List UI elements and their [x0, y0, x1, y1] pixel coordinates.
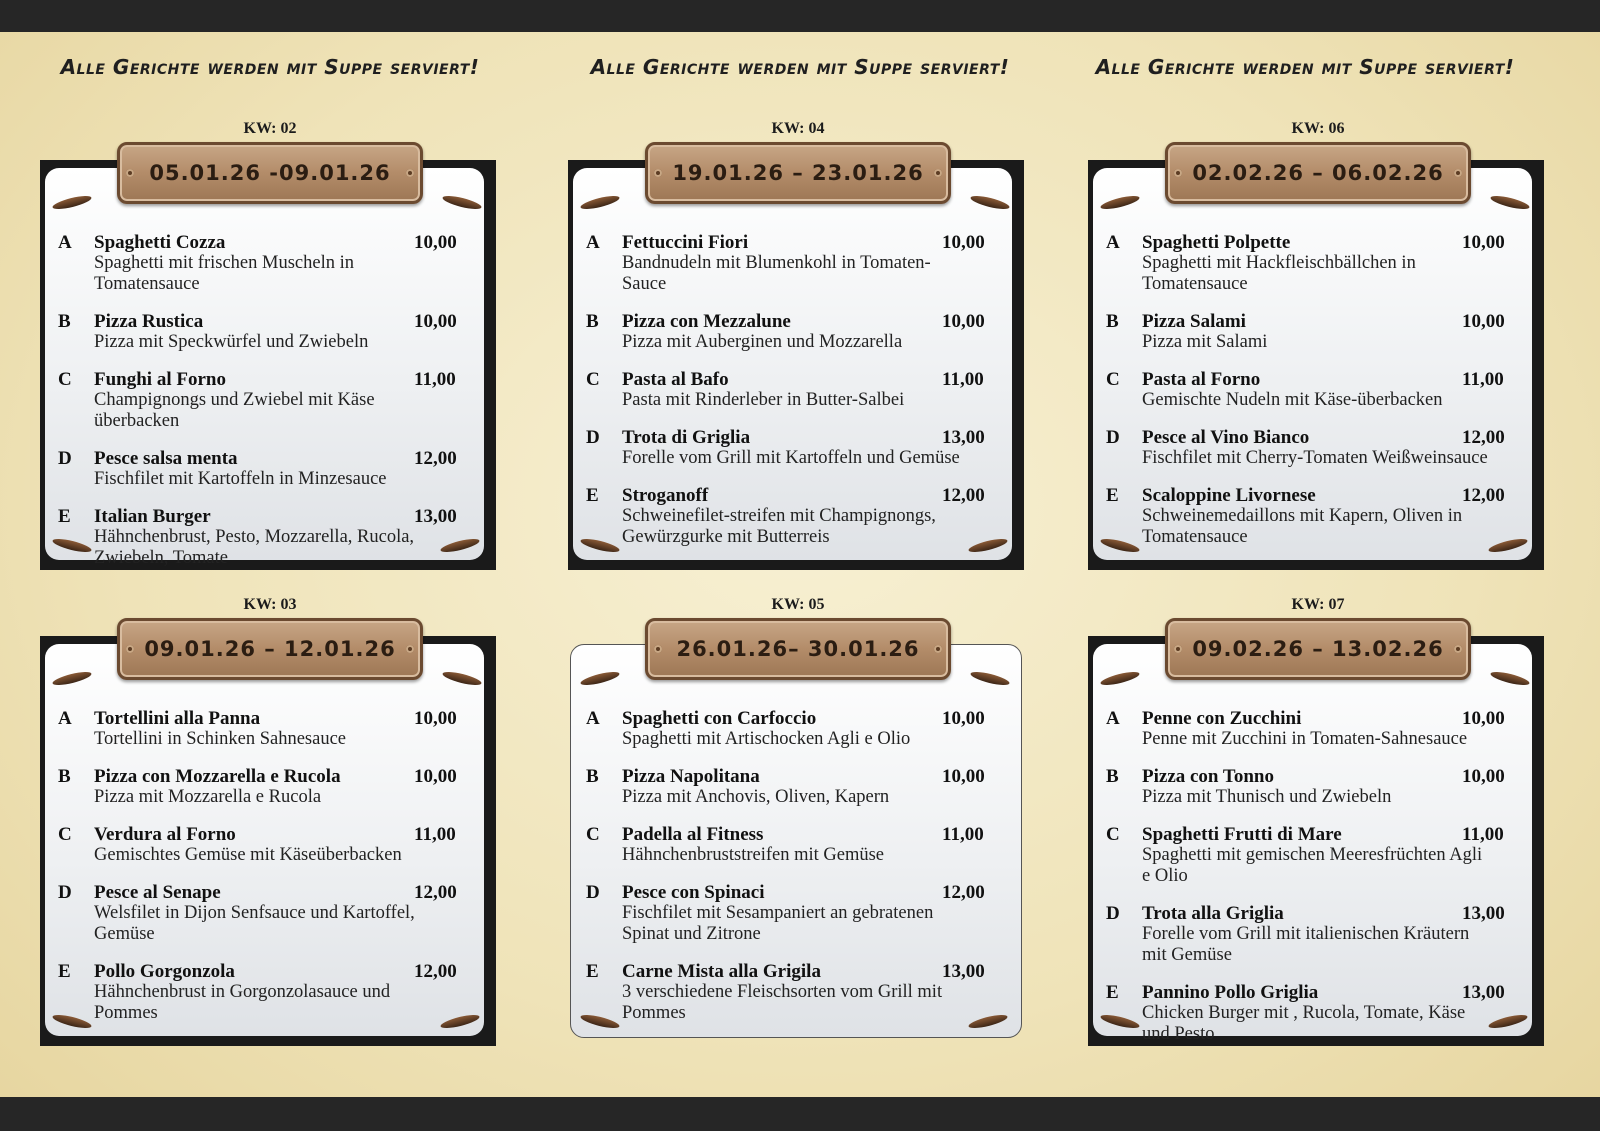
- menu-item-letter: D: [586, 427, 600, 448]
- rivet-icon: [126, 169, 134, 177]
- date-plate: [117, 618, 423, 680]
- slogan-center: Alle Gerichte werden mit Suppe serviert!: [590, 55, 1010, 79]
- menu-item-name: Penne con Zucchini: [1142, 708, 1302, 729]
- rivet-icon: [126, 645, 134, 653]
- menu-item: [1106, 824, 1522, 887]
- menu-item-name: Spaghetti Polpette: [1142, 232, 1291, 253]
- menu-item-list: [1106, 232, 1522, 564]
- slogan-right: Alle Gerichte werden mit Suppe serviert!: [1095, 55, 1515, 79]
- calendar-week-label: KW: 04: [771, 120, 825, 137]
- menu-item-name: Spaghetti con Carfoccio: [622, 708, 817, 729]
- menu-item-letter: E: [586, 485, 599, 506]
- menu-item: [1106, 903, 1522, 966]
- menu-item-description: Pizza mit Salami: [1142, 332, 1268, 352]
- menu-item-letter: D: [1106, 427, 1120, 448]
- menu-item: [586, 485, 1002, 548]
- rivet-icon: [406, 645, 414, 653]
- rivet-icon: [654, 645, 662, 653]
- menu-item: [1106, 232, 1522, 295]
- menu-item-description: Bandnudeln mit Blumenkohl in Tomaten-Sauce: [622, 253, 931, 294]
- menu-item-letter: C: [586, 824, 600, 845]
- menu-item-price: 12,00: [1462, 427, 1505, 448]
- menu-item: [58, 708, 474, 750]
- menu-item-name: Scaloppine Livornese: [1142, 485, 1316, 506]
- menu-item-name: Tortellini alla Panna: [94, 708, 261, 729]
- menu-item-letter: E: [1106, 485, 1119, 506]
- calendar-week-label: KW: 06: [1291, 120, 1345, 137]
- menu-item-letter: D: [586, 882, 600, 903]
- menu-item: [58, 311, 474, 353]
- menu-item: [58, 448, 474, 490]
- menu-item: [58, 506, 474, 569]
- menu-item-description: Hähnchenbruststreifen mit Gemüse: [622, 845, 885, 865]
- menu-item-name: Pesce al Vino Bianco: [1142, 427, 1310, 448]
- week-panel: [1088, 120, 1548, 565]
- date-plate: [645, 618, 951, 680]
- date-plate: [1165, 618, 1471, 680]
- menu-item: [1106, 311, 1522, 353]
- rivet-icon: [1454, 169, 1462, 177]
- menu-item-letter: B: [58, 311, 71, 332]
- date-plate: [117, 142, 423, 204]
- menu-item: [586, 824, 1002, 866]
- menu-item: [586, 766, 1002, 808]
- menu-item-description: Fischfilet mit Sesampaniert an gebratenen Spinat und Zitrone: [622, 903, 934, 944]
- menu-item-letter: C: [1106, 369, 1120, 390]
- menu-item-price: 11,00: [1462, 824, 1504, 845]
- menu-item-description: Pizza mit Anchovis, Oliven, Kapern: [622, 787, 890, 807]
- date-range: 19.01.26 – 23.01.26: [672, 161, 924, 185]
- menu-item-letter: E: [58, 506, 71, 527]
- menu-card: [1088, 636, 1544, 1046]
- menu-item-price: 11,00: [1462, 369, 1504, 390]
- menu-item-name: Stroganoff: [622, 485, 709, 506]
- date-range: 09.02.26 – 13.02.26: [1192, 637, 1444, 661]
- menu-item: [1106, 708, 1522, 750]
- menu-item-description: Spaghetti mit Artischocken Agli e Olio: [622, 729, 911, 749]
- menu-item-name: Pizza Napolitana: [622, 766, 760, 787]
- menu-item: [58, 961, 474, 1024]
- menu-item-name: Pesce con Spinaci: [622, 882, 765, 903]
- menu-item-letter: A: [586, 708, 600, 729]
- menu-item-letter: A: [1106, 708, 1120, 729]
- menu-item-price: 13,00: [414, 506, 457, 527]
- menu-item: [586, 232, 1002, 295]
- rivet-icon: [1174, 645, 1182, 653]
- menu-item-letter: B: [1106, 311, 1119, 332]
- rivet-icon: [1174, 169, 1182, 177]
- menu-item-description: Pizza mit Mozzarella e Rucola: [94, 787, 322, 807]
- menu-item-name: Pesce salsa menta: [94, 448, 238, 469]
- menu-item-letter: D: [58, 882, 72, 903]
- menu-item: [586, 882, 1002, 945]
- menu-item-name: Funghi al Forno: [94, 369, 226, 390]
- menu-item-list: [58, 708, 474, 1040]
- menu-card: [40, 160, 496, 570]
- menu-item-name: Pizza con Mezzalune: [622, 311, 791, 332]
- menu-item-name: Padella al Fitness: [622, 824, 764, 845]
- menu-item: [1106, 427, 1522, 469]
- menu-item-letter: A: [58, 708, 72, 729]
- date-plate: [645, 142, 951, 204]
- menu-item-description: Fischfilet mit Cherry-Tomaten Weißweinsauce: [1142, 448, 1488, 468]
- menu-item-name: Pollo Gorgonzola: [94, 961, 235, 982]
- menu-item: [586, 708, 1002, 750]
- rivet-icon: [934, 169, 942, 177]
- menu-item-name: Pasta al Bafo: [622, 369, 729, 390]
- menu-item: [1106, 369, 1522, 411]
- menu-item-description: Pizza mit Thunisch und Zwiebeln: [1142, 787, 1392, 807]
- menu-item-name: Spaghetti Frutti di Mare: [1142, 824, 1342, 845]
- menu-item-price: 13,00: [1462, 982, 1505, 1003]
- menu-item-letter: A: [58, 232, 72, 253]
- menu-item-price: 10,00: [1462, 311, 1505, 332]
- menu-item-description: Spaghetti mit gemischen Meeresfrüchten Agli e Olio: [1142, 845, 1483, 886]
- date-plate: [1165, 142, 1471, 204]
- menu-item-description: Penne mit Zucchini in Tomaten-Sahnesauce: [1142, 729, 1468, 749]
- menu-card: [40, 636, 496, 1046]
- menu-item-description: Schweinefilet-streifen mit Champignongs, Gewürzgurke mit Butterreis: [622, 506, 936, 547]
- menu-item-letter: B: [1106, 766, 1119, 787]
- menu-item-description: Spaghetti mit frischen Muscheln in Tomatensauce: [94, 253, 354, 294]
- calendar-week-label: KW: 07: [1291, 596, 1345, 613]
- menu-item-description: Pizza mit Auberginen und Mozzarella: [622, 332, 903, 352]
- date-range: 09.01.26 – 12.01.26: [144, 637, 396, 661]
- menu-item-name: Pannino Pollo Griglia: [1142, 982, 1319, 1003]
- slogan-left: Alle Gerichte werden mit Suppe serviert!: [60, 55, 480, 79]
- menu-item-price: 10,00: [942, 232, 985, 253]
- menu-item: [1106, 982, 1522, 1045]
- menu-item-name: Pizza con Mozzarella e Rucola: [94, 766, 341, 787]
- menu-item: [1106, 485, 1522, 548]
- menu-item-name: Pizza Salami: [1142, 311, 1246, 332]
- menu-item-price: 11,00: [942, 369, 984, 390]
- menu-item-description: Spaghetti mit Hackfleischbällchen in Tomatensauce: [1142, 253, 1416, 294]
- menu-item-name: Pesce al Senape: [94, 882, 221, 903]
- menu-card: [568, 160, 1024, 570]
- menu-item-description: Forelle vom Grill mit italienischen Kräutern mit Gemüse: [1142, 924, 1470, 965]
- menu-item-description: Champignongs und Zwiebel mit Käse überbacken: [94, 390, 375, 431]
- menu-item-letter: C: [58, 824, 72, 845]
- menu-item-price: 12,00: [414, 448, 457, 469]
- menu-item-price: 10,00: [1462, 766, 1505, 787]
- menu-item-price: 12,00: [1462, 485, 1505, 506]
- menu-item: [586, 369, 1002, 411]
- menu-item-name: Trota di Griglia: [622, 427, 751, 448]
- menu-item-name: Pizza con Tonno: [1142, 766, 1274, 787]
- menu-item-name: Pasta al Forno: [1142, 369, 1261, 390]
- menu-item: [586, 311, 1002, 353]
- menu-item-description: Welsfilet in Dijon Senfsauce und Kartoffel, Gemüse: [94, 903, 415, 944]
- menu-item-description: Pizza mit Speckwürfel und Zwiebeln: [94, 332, 369, 352]
- menu-item-letter: D: [58, 448, 72, 469]
- menu-item-price: 10,00: [414, 708, 457, 729]
- menu-item-description: Hähnchenbrust in Gorgonzolasauce und Pommes: [94, 982, 391, 1023]
- menu-item: [58, 766, 474, 808]
- week-panel: [568, 120, 1028, 565]
- rivet-icon: [406, 169, 414, 177]
- menu-item-price: 12,00: [942, 485, 985, 506]
- menu-item-price: 13,00: [942, 427, 985, 448]
- menu-item: [58, 369, 474, 432]
- rivet-icon: [654, 169, 662, 177]
- menu-item-description: 3 verschiedene Fleischsorten vom Grill mit Pommes: [622, 982, 943, 1023]
- menu-item-price: 10,00: [1462, 708, 1505, 729]
- menu-item-price: 10,00: [942, 766, 985, 787]
- week-panel: [40, 596, 500, 1041]
- menu-item-price: 11,00: [414, 824, 456, 845]
- menu-item-description: Pasta mit Rinderleber in Butter-Salbei: [622, 390, 905, 410]
- menu-item-name: Verdura al Forno: [94, 824, 236, 845]
- menu-item-description: Tortellini in Schinken Sahnesauce: [94, 729, 346, 749]
- menu-item-list: [1106, 708, 1522, 1061]
- menu-item-description: Forelle vom Grill mit Kartoffeln und Gemüse: [622, 448, 960, 468]
- menu-item-price: 10,00: [942, 311, 985, 332]
- calendar-week-label: KW: 02: [243, 120, 297, 137]
- menu-item: [58, 232, 474, 295]
- menu-item-list: [586, 708, 1002, 1040]
- menu-item-letter: B: [586, 766, 599, 787]
- menu-item-name: Trota alla Griglia: [1142, 903, 1284, 924]
- menu-item-price: 11,00: [942, 824, 984, 845]
- menu-item-list: [58, 232, 474, 585]
- menu-item-letter: C: [586, 369, 600, 390]
- date-range: 26.01.26– 30.01.26: [676, 637, 920, 661]
- week-panel: [40, 120, 500, 568]
- menu-card: [568, 636, 1024, 1046]
- menu-item-description: Fischfilet mit Kartoffeln in Minzesauce: [94, 469, 387, 489]
- menu-item: [586, 961, 1002, 1024]
- menu-card: [1088, 160, 1544, 570]
- date-range: 02.02.26 – 06.02.26: [1192, 161, 1444, 185]
- menu-item-name: Spaghetti Cozza: [94, 232, 226, 253]
- menu-item-name: Italian Burger: [94, 506, 211, 527]
- menu-item-price: 10,00: [942, 708, 985, 729]
- menu-item: [586, 427, 1002, 469]
- menu-item-letter: A: [586, 232, 600, 253]
- week-panel: [568, 596, 1028, 1041]
- rivet-icon: [934, 645, 942, 653]
- menu-item-name: Fettuccini Fiori: [622, 232, 749, 253]
- menu-item: [1106, 766, 1522, 808]
- calendar-week-label: KW: 05: [771, 596, 825, 613]
- menu-item-letter: B: [58, 766, 71, 787]
- menu-item-price: 10,00: [1462, 232, 1505, 253]
- menu-item-description: Hähnchenbrust, Pesto, Mozzarella, Rucola, Zwiebeln, Tomate: [94, 527, 415, 568]
- menu-item-price: 13,00: [1462, 903, 1505, 924]
- menu-item-price: 12,00: [414, 882, 457, 903]
- calendar-week-label: KW: 03: [243, 596, 297, 613]
- menu-item-letter: C: [58, 369, 72, 390]
- menu-item-price: 10,00: [414, 311, 457, 332]
- menu-item-letter: E: [1106, 982, 1119, 1003]
- menu-item-price: 10,00: [414, 232, 457, 253]
- menu-item-name: Carne Mista alla Grigila: [622, 961, 821, 982]
- menu-item: [58, 882, 474, 945]
- menu-item-price: 12,00: [942, 882, 985, 903]
- menu-item-letter: E: [58, 961, 71, 982]
- menu-item-name: Pizza Rustica: [94, 311, 204, 332]
- menu-item-price: 13,00: [942, 961, 985, 982]
- bottom-bar: [0, 1097, 1600, 1131]
- menu-item-description: Gemischtes Gemüse mit Käseüberbacken: [94, 845, 402, 865]
- menu-item: [58, 824, 474, 866]
- menu-item-price: 11,00: [414, 369, 456, 390]
- rivet-icon: [1454, 645, 1462, 653]
- menu-item-price: 10,00: [414, 766, 457, 787]
- menu-item-letter: B: [586, 311, 599, 332]
- menu-item-description: Gemischte Nudeln mit Käse-überbacken: [1142, 390, 1443, 410]
- menu-item-list: [586, 232, 1002, 564]
- menu-item-description: Schweinemedaillons mit Kapern, Oliven in Tomatensauce: [1142, 506, 1463, 547]
- menu-item-letter: E: [586, 961, 599, 982]
- menu-item-letter: A: [1106, 232, 1120, 253]
- menu-item-price: 12,00: [414, 961, 457, 982]
- week-panel: [1088, 596, 1548, 1044]
- menu-item-letter: D: [1106, 903, 1120, 924]
- menu-item-letter: C: [1106, 824, 1120, 845]
- menu-item-description: Chicken Burger mit , Rucola, Tomate, Käse und Pesto: [1142, 1003, 1466, 1044]
- date-range: 05.01.26 -09.01.26: [149, 161, 391, 185]
- top-bar: [0, 0, 1600, 32]
